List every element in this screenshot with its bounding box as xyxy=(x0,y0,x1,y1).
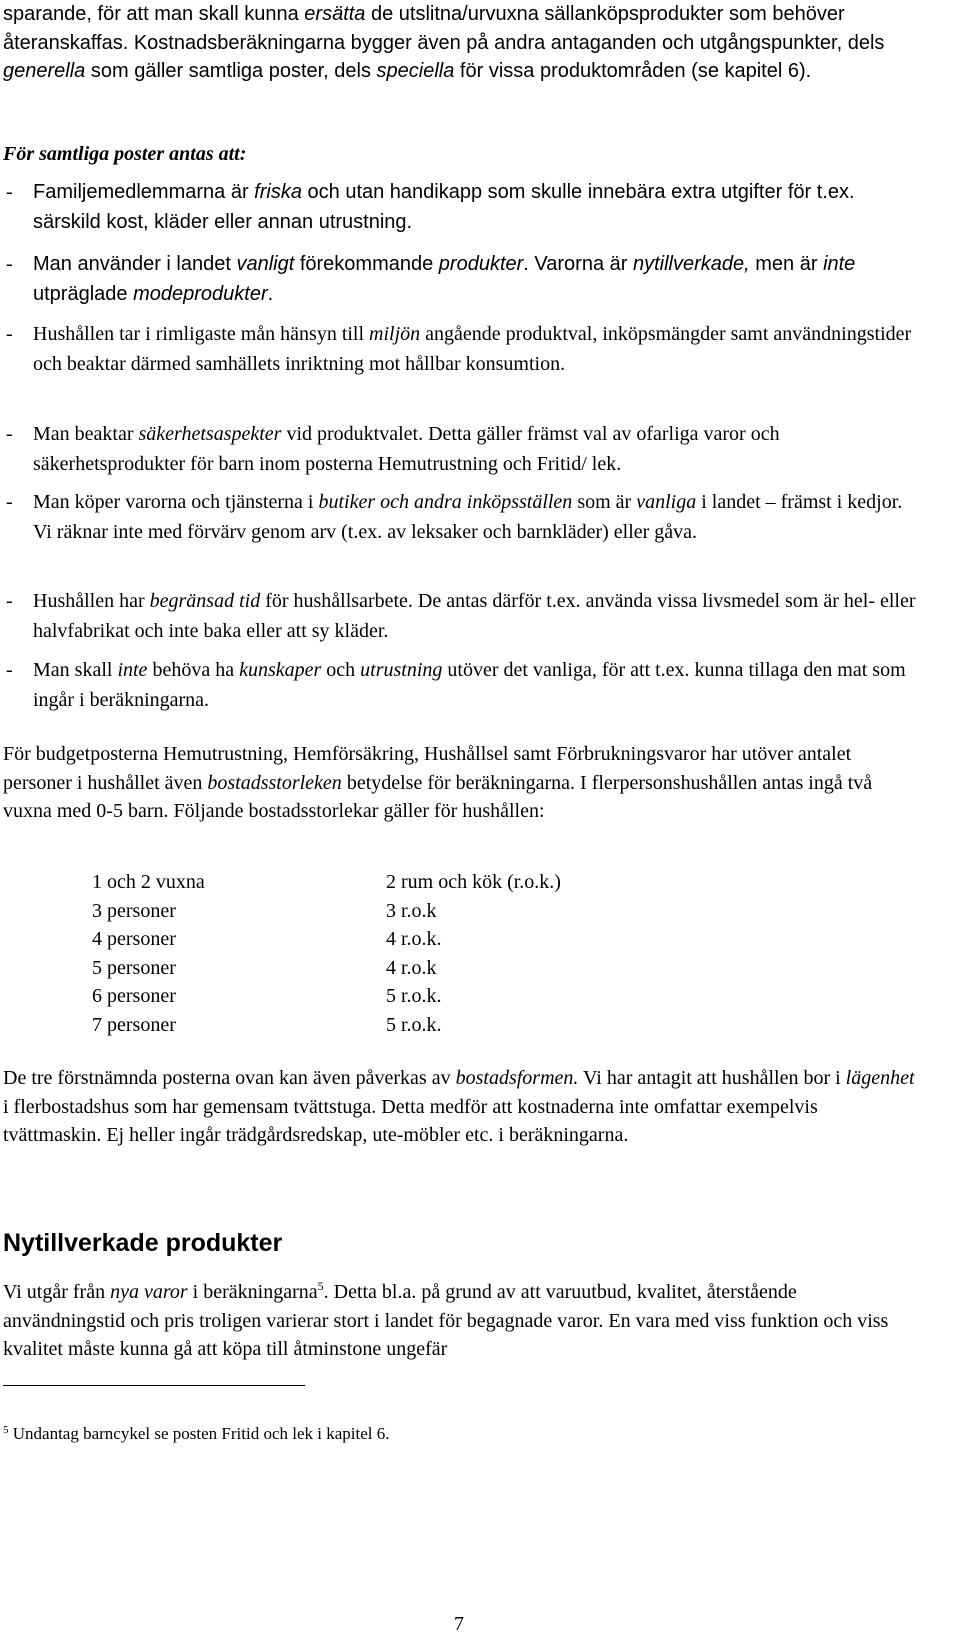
text-run: utpräglade xyxy=(33,282,134,305)
assumptions-heading: För samtliga poster antas att: xyxy=(3,143,247,165)
text-run: i landet – främst i kedjor. Vi räknar inte med förvärv genom arv (t.ex. av leksaker och barnkläder) eller gåva. xyxy=(33,491,903,543)
table-row xyxy=(92,982,692,1011)
household-cell: 1 och 2 vuxna xyxy=(92,871,205,893)
text-run: lägenhet xyxy=(845,1067,915,1089)
dwelling-cell: 4 r.o.k xyxy=(386,956,437,979)
footnote-separator xyxy=(3,1385,305,1386)
text-run: Vi utgår från xyxy=(3,1281,111,1303)
footnote-number: 5 xyxy=(3,1424,9,1436)
text-run: . Varorna är xyxy=(523,253,633,275)
text-run: nytillverkade, xyxy=(632,253,750,275)
dwelling-cell: 3 r.o.k xyxy=(386,899,437,922)
text-run: säkerhetsaspekter xyxy=(138,423,282,445)
text-run: betydelse för beräkningarna. I flerpersonshushållen antas ingå två vuxna med 0-5 barn. Följande bostadsstorlekar gäller för hushållen: xyxy=(3,771,873,823)
text-run: . xyxy=(267,282,274,305)
text-run: nya varor xyxy=(110,1281,188,1303)
text-run: som är xyxy=(572,491,637,513)
dwelling-cell: 2 rum och kök (r.o.k.) xyxy=(386,871,561,893)
text-run: bostadsstorleken xyxy=(207,771,342,794)
footnote-marker[interactable]: 5 xyxy=(317,1279,324,1293)
text-run: vid produktvalet. Detta gäller främst val av ofarliga varor och säkerhetsprodukter för barn inom posterna Hemutrustning och Fritid/ lek. xyxy=(33,423,780,475)
text-run: De tre förstnämnda posterna ovan kan även påverkas av xyxy=(3,1067,456,1089)
footnote-text: Undantag barncykel se posten Fritid och lek i kapitel 6. xyxy=(8,1424,390,1443)
text-run: för vissa produktområden (se kapitel 6). xyxy=(454,60,812,83)
dwelling-cell: 5 r.o.k. xyxy=(386,1013,442,1036)
text-run: inte xyxy=(117,659,148,681)
list-item xyxy=(3,320,918,379)
text-run: vanliga xyxy=(636,491,697,513)
text-run: kunskaper xyxy=(239,659,322,681)
household-cell: 4 personer xyxy=(92,928,176,951)
text-run: de utslitna/urvuxna sällanköpsprodukter som behöver återanskaffas. Kostnadsberäkningarna bygger även på andra antaganden och utgångspunkter, dels xyxy=(3,3,885,54)
text-run: i beräkningarna xyxy=(187,1281,318,1303)
text-run: angående produktval, inköpsmängder samt användningstider och beaktar därmed samhällets inriktning mot hållbar konsumtion. xyxy=(33,323,912,375)
text-run: Man köper varorna och tjänsterna i xyxy=(33,491,319,513)
housing-table xyxy=(92,868,692,1040)
text-run: förekommande xyxy=(294,253,439,275)
text-run: produkter xyxy=(438,253,524,275)
table-row xyxy=(92,1011,692,1040)
list-item xyxy=(3,420,918,479)
text-run: och xyxy=(321,659,361,681)
text-run: sparande, för att man skall kunna xyxy=(3,3,305,25)
text-run: friska xyxy=(254,181,302,203)
household-cell: 3 personer xyxy=(92,899,176,922)
text-run: . Detta bl.a. på grund av att varuutbud, kvalitet, återstående användningstid och pris troligen varierar stort i landet för begagnade varor. En vara med viss funktion och viss kvalitet måste kunna gå att köpa till åtminstone ungefär xyxy=(3,1281,889,1361)
text-run: för hushållsarbete. De antas därför t.ex. använda vissa livsmedel som är hel- eller halvfabrikat och inte baka eller att sy kläder. xyxy=(33,590,916,642)
text-run: Man beaktar xyxy=(33,423,139,445)
table-row xyxy=(92,868,692,897)
bullet-dash: - xyxy=(6,181,13,203)
text-run: ersätta xyxy=(304,3,366,25)
text-run: generella xyxy=(3,60,86,83)
text-run: Man använder i landet xyxy=(33,253,237,275)
text-run: Hushållen tar i rimligaste mån hänsyn till xyxy=(33,323,370,345)
dwelling-cell: 4 r.o.k. xyxy=(386,928,442,951)
text-run: inte xyxy=(823,253,856,275)
text-run: vanligt xyxy=(236,253,295,275)
text-run: och utan handikapp som skulle innebära extra utgifter för t.ex. särskild kost, kläder eller annan utrustning. xyxy=(33,181,855,233)
table-row xyxy=(92,954,692,983)
table-row xyxy=(92,897,692,926)
list-item xyxy=(3,250,918,309)
intro-paragraph xyxy=(3,0,918,86)
section-heading: Nytillverkade produkter xyxy=(3,1229,283,1257)
text-run: men är xyxy=(749,253,824,275)
text-run: För budgetposterna Hemutrustning, Hemförsäkring, Hushållsel samt Förbrukningsvaror har utöver antalet personer i hushållet även xyxy=(3,743,852,794)
bullet-dash: - xyxy=(6,253,13,275)
text-run: speciella xyxy=(376,60,455,83)
text-run: modeprodukter xyxy=(133,282,268,305)
table-row xyxy=(92,925,692,954)
text-run: utöver det vanliga, för att t.ex. kunna tillaga den mat som ingår i beräkningarna. xyxy=(33,659,906,711)
text-run: som gäller samtliga poster, dels xyxy=(85,60,377,83)
text-run: utrustning xyxy=(360,659,443,681)
bullet-dash: - xyxy=(6,590,13,612)
bullet-dash: - xyxy=(6,323,13,345)
list-item xyxy=(3,656,918,715)
page-number: 7 xyxy=(454,1613,464,1635)
text-run: begränsad tid xyxy=(149,590,261,612)
household-cell: 5 personer xyxy=(92,956,176,979)
dwelling-cell: 5 r.o.k. xyxy=(386,985,442,1008)
household-cell: 6 personer xyxy=(92,985,176,1008)
bullet-dash: - xyxy=(6,423,13,445)
budget-paragraph xyxy=(3,740,918,826)
list-item xyxy=(3,488,918,547)
text-run: miljön xyxy=(369,323,421,345)
text-run: butiker och andra inköpsställen xyxy=(318,491,573,513)
household-cell: 7 personer xyxy=(92,1013,176,1036)
text-run: Vi har antagit att hushållen bor i xyxy=(578,1067,846,1089)
text-run: Hushållen har xyxy=(33,590,150,612)
list-item xyxy=(3,178,918,237)
text-run: bostadsformen. xyxy=(455,1067,579,1089)
footnote xyxy=(3,1416,390,1448)
text-run: Familjemedlemmarna är xyxy=(33,181,255,203)
text-run: i flerbostadshus som har gemensam tvättstuga. Detta medför att kostnaderna inte omfattar exempelvis tvättmaskin. Ej heller ingår trädgårdsredskap, ute-möbler etc. i beräkningarna. xyxy=(3,1095,818,1147)
text-run: behöva ha xyxy=(147,659,240,681)
new-products-paragraph xyxy=(3,1272,918,1364)
list-item xyxy=(3,587,918,646)
text-run: Man skall xyxy=(33,659,118,681)
bullet-dash: - xyxy=(6,659,13,681)
bullet-dash: - xyxy=(6,491,13,513)
housing-form-paragraph xyxy=(3,1064,918,1150)
